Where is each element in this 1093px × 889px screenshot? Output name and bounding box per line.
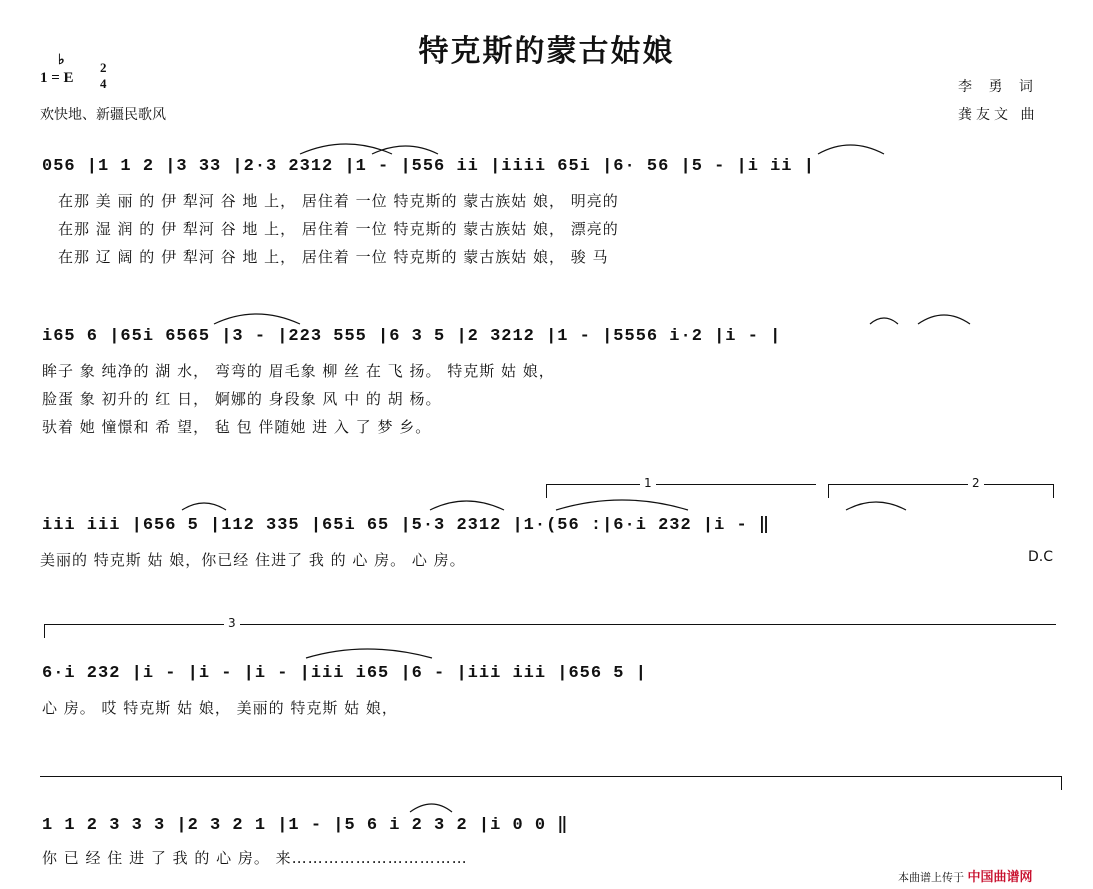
slur: [870, 318, 898, 324]
slur: [410, 804, 452, 812]
slur: [430, 501, 504, 510]
key-label: 1 = E: [40, 70, 74, 86]
slur: [846, 502, 906, 510]
tempo-marking: 欢快地、新疆民歌风: [40, 107, 166, 123]
site-brand[interactable]: 中国曲谱网: [967, 870, 1033, 885]
time-signature-top: 2: [100, 60, 107, 75]
composer-credit: 龚友文 曲: [958, 107, 1039, 123]
song-title: 特克斯的蒙古姑娘: [418, 34, 675, 69]
slur: [556, 500, 688, 510]
system-2-lyrics-verse-2: 脸蛋 象 初升的 红 日， 婀娜的 身段象 风 中 的 胡 杨。: [42, 390, 442, 408]
dc-marking: D.C: [1028, 549, 1054, 565]
slur: [918, 315, 970, 324]
system-1-lyrics-verse-1: 在那 美 丽 的 伊 犁河 谷 地 上， 居住着 一位 特克斯的 蒙古族姑 娘， 明亮的: [58, 192, 619, 210]
system-4-lyrics: 心 房。 哎 特克斯 姑 娘， 美丽的 特克斯 姑 娘，: [42, 699, 398, 717]
system-2-lyrics-verse-3: 驮着 她 憧憬和 希 望， 毡 包 伴随她 进 入 了 梦 乡。: [42, 418, 432, 436]
flat-sign: ♭: [58, 53, 65, 68]
system-4-notes: 6·i 232 |i - |i - |i - |iii i65 |6 - |iii iii |656 5 |: [42, 664, 647, 683]
system-5-lyrics: 你 已 经 住 进 了 我 的 心 房。 来……………………………: [42, 849, 468, 867]
slur: [214, 314, 300, 324]
slur: [306, 649, 432, 658]
system-2-notes: i65 6 |65i 6565 |3 - |223 555 |6 3 5 |2 3212 |1 - |5556 i·2 |i - |: [42, 327, 782, 346]
system-5-notes: 1 1 2 3 3 3 |2 3 2 1 |1 - |5 6 i 2 3 2 |i 0 0 ‖: [42, 816, 569, 835]
system-1-notes: 056 |1 1 2 |3 33 |2·3 2312 |1 - |556 ii |iiii 65i |6· 56 |5 - |i ii |: [42, 157, 815, 176]
system-1-lyrics-verse-2: 在那 湿 润 的 伊 犁河 谷 地 上， 居住着 一位 特克斯的 蒙古族姑 娘， 漂亮的: [58, 220, 619, 238]
lyricist-credit: 李 勇 词: [958, 79, 1039, 95]
footer-upload-note: [898, 866, 1033, 885]
time-signature-bottom: 4: [100, 76, 107, 91]
slur: [300, 144, 392, 154]
system-3-notes: iii iii |656 5 |112 335 |65i 65 |5·3 2312 |1·(56 :|6·i 232 |i - ‖: [42, 516, 771, 535]
system-3-lyrics: 美丽的 特克斯 姑 娘，你已经 住进了 我 的 心 房。 心 房。: [40, 551, 466, 569]
system-1-lyrics-verse-3: 在那 辽 阔 的 伊 犁河 谷 地 上， 居住着 一位 特克斯的 蒙古族姑 娘， 骏 马: [58, 248, 609, 266]
slur: [372, 146, 438, 154]
system-2-lyrics-verse-1: 眸子 象 纯净的 湖 水， 弯弯的 眉毛象 柳 丝 在 飞 扬。 特克斯 姑 娘，: [42, 362, 555, 380]
volta-2-number: 2: [968, 476, 984, 490]
volta-3-number: 3: [224, 616, 240, 630]
slur: [182, 503, 226, 510]
slur: [818, 145, 884, 154]
volta-1-number: 1: [640, 476, 656, 490]
footer-text: 本曲谱上传于: [898, 871, 964, 884]
